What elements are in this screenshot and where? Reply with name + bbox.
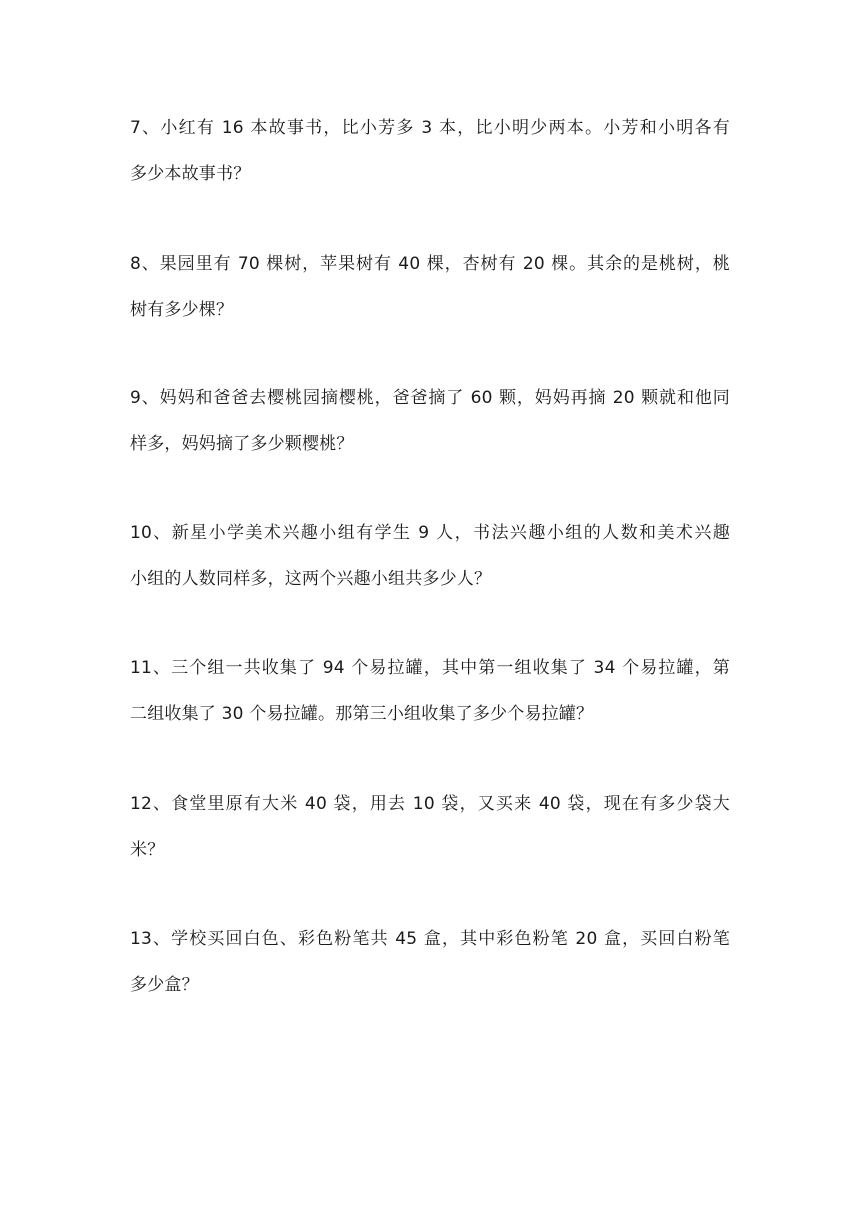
- problem-11: [130, 645, 730, 737]
- problem-7-line-2: 多少本故事书？: [130, 164, 251, 184]
- problem-10: [130, 510, 730, 602]
- problem-10-line-2: 小组的人数同样多，这两个兴趣小组共多少人？: [130, 569, 492, 589]
- problem-7-line-1: 7、小红有 16 本故事书，比小芳多 3 本，比小明少两本。小芳和小明各有: [130, 118, 730, 138]
- problem-13-line-2: 多少盒？: [130, 975, 199, 995]
- problem-13: [130, 916, 730, 1008]
- problem-9-line-2: 样多，妈妈摘了多少颗樱桃？: [130, 434, 354, 454]
- problem-11-line-1: 11、三个组一共收集了 94 个易拉罐，其中第一组收集了 34 个易拉罐，第: [130, 658, 730, 678]
- problem-9-line-1: 9、妈妈和爸爸去樱桃园摘樱桃，爸爸摘了 60 颗，妈妈再摘 20 颗就和他同: [130, 388, 730, 408]
- problem-9: [130, 375, 730, 467]
- problem-10-line-1: 10、新星小学美术兴趣小组有学生 9 人，书法兴趣小组的人数和美术兴趣: [130, 523, 730, 543]
- problem-8-line-1: 8、果园里有 70 棵树，苹果树有 40 棵，杏树有 20 棵。其余的是桃树，桃: [130, 254, 730, 274]
- problem-12-line-2: 米？: [130, 840, 165, 860]
- problem-12: [130, 781, 730, 873]
- problem-8: [130, 241, 730, 333]
- problem-7: [130, 105, 730, 197]
- problem-8-line-2: 树有多少棵？: [130, 300, 234, 320]
- problem-11-line-2: 二组收集了 30 个易拉罐。那第三小组收集了多少个易拉罐？: [130, 704, 594, 724]
- problem-13-line-1: 13、学校买回白色、彩色粉笔共 45 盒，其中彩色粉笔 20 盒，买回白粉笔: [130, 929, 730, 949]
- problem-12-line-1: 12、食堂里原有大米 40 袋，用去 10 袋，又买来 40 袋，现在有多少袋大: [130, 794, 730, 814]
